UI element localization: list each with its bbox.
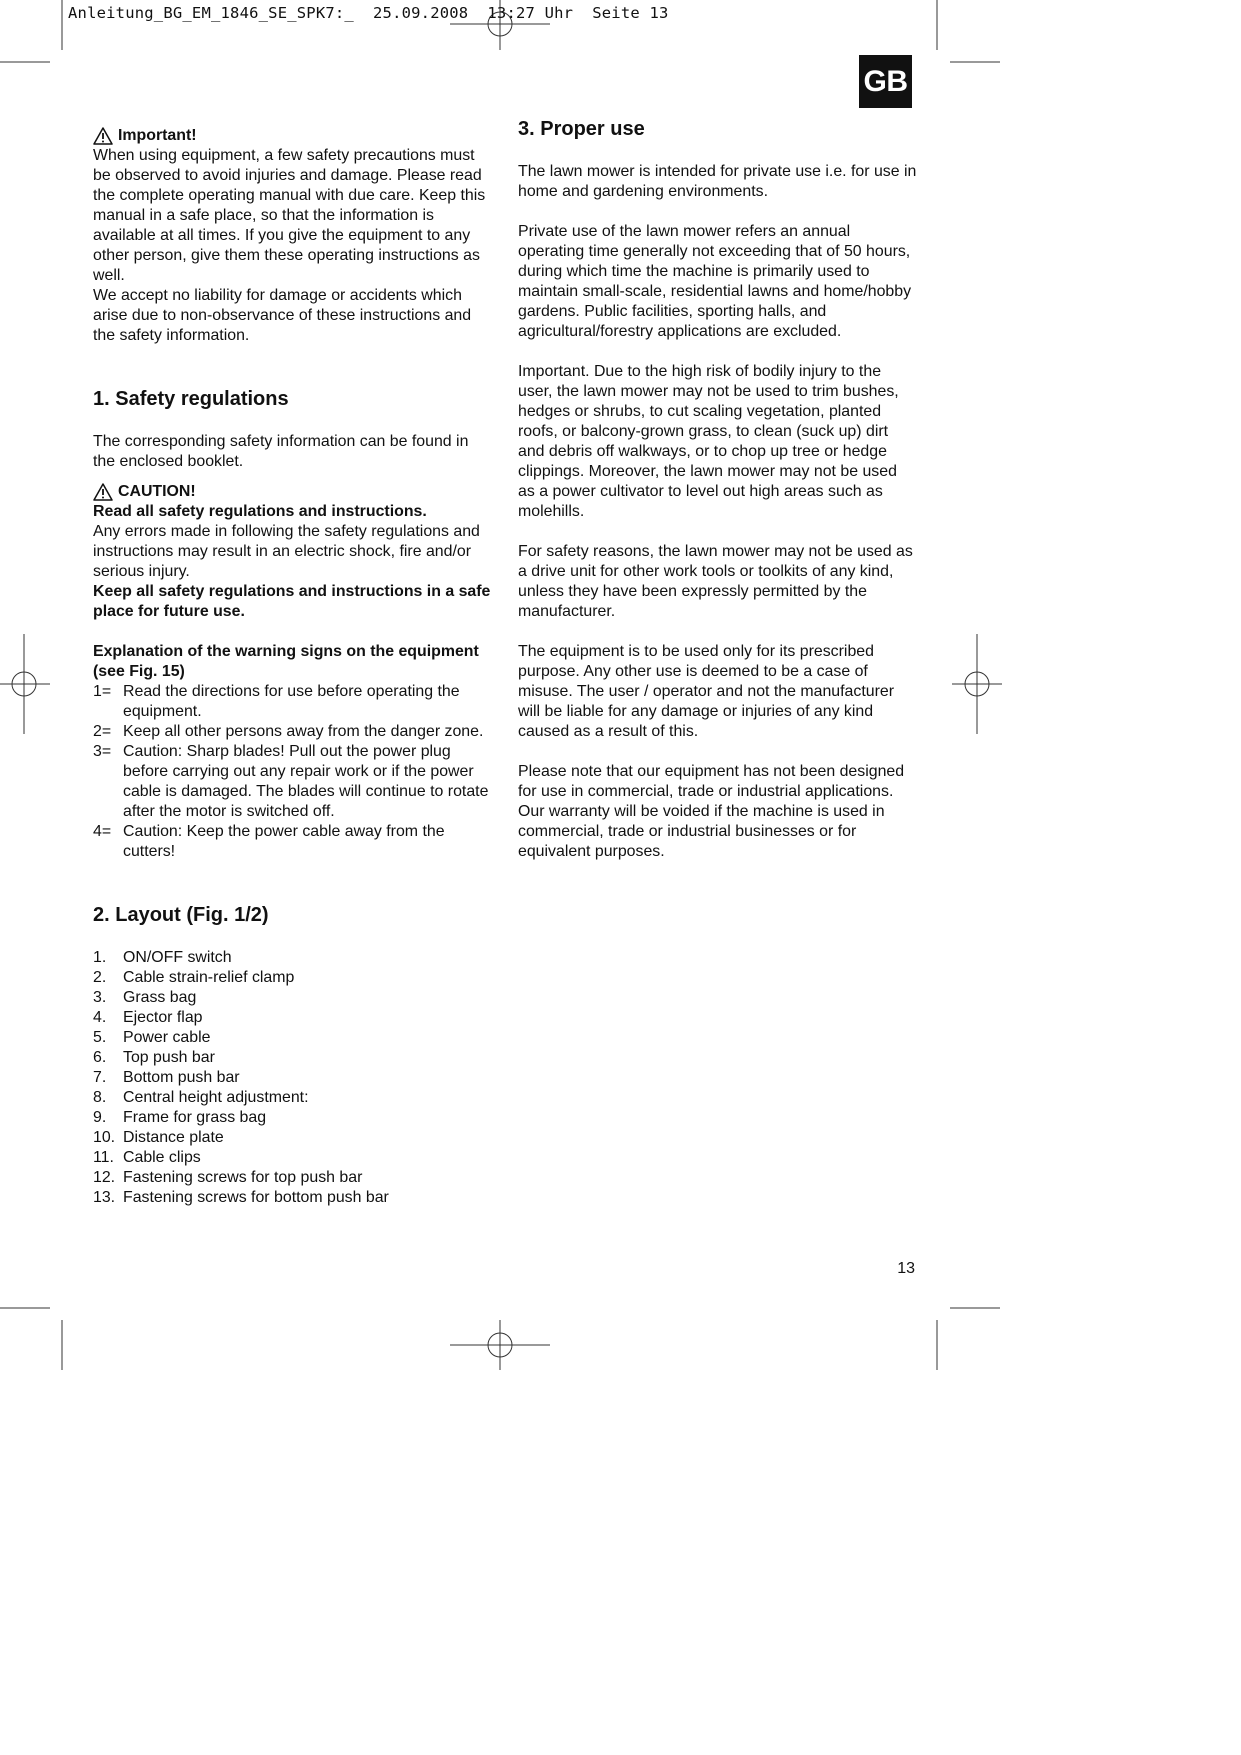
- page-number: 13: [897, 1260, 915, 1277]
- registration-mark-icon: [450, 1320, 550, 1370]
- proper-use-paragraph: Important. Due to the high risk of bodily injury to the user, the lawn mower may not be used to trim bushes, hedges or shrubs, to cut scaling vegetation, planted roofs, or balcony-grown grass, to clean (suck up) dirt and debris off walkways, or to chop up tree or hedge clippings. Moreover, the lawn mower may not be used as a power cultivator to level out high areas such as molehills.: [518, 363, 899, 520]
- list-item: 11. Cable clips: [93, 1149, 201, 1166]
- right-column: [518, 116, 918, 862]
- signs-heading: Explanation of the warning signs on the equipment (see Fig. 15): [93, 643, 479, 680]
- list-item: 1. ON/OFF switch: [93, 949, 232, 966]
- registration-mark-icon: [952, 634, 1002, 734]
- list-item: 2= Keep all other persons away from the danger zone.: [93, 723, 484, 740]
- list-item: 10. Distance plate: [93, 1129, 224, 1146]
- language-badge: GB: [859, 55, 912, 108]
- proper-use-paragraph: The lawn mower is intended for private use i.e. for use in home and gardening environments.: [518, 163, 917, 200]
- print-slug: Anleitung_BG_EM_1846_SE_SPK7:_ 25.09.2008 13:27 Uhr Seite 13: [68, 4, 669, 22]
- list-item: 4= Caution: Keep the power cable away from the cutters!: [93, 823, 445, 860]
- proper-use-heading: 3. Proper use: [518, 118, 645, 140]
- safety-intro: The corresponding safety information can be found in the enclosed booklet.: [93, 433, 469, 470]
- safety-heading: 1. Safety regulations: [93, 388, 289, 410]
- warning-signs-list: [93, 682, 493, 862]
- important-text: When using equipment, a few safety precautions must be observed to avoid injuries and damage. Please read the complete operating manual with due care. Keep this manual in a safe place, so that the information is available at all times. If you give the equipment to any other person, give them these operating instructions as well.: [93, 147, 486, 284]
- list-item: 5. Power cable: [93, 1029, 211, 1046]
- list-item: 9. Frame for grass bag: [93, 1109, 267, 1126]
- registration-mark-icon: [0, 634, 50, 734]
- list-item: 13. Fastening screws for bottom push bar: [93, 1189, 389, 1206]
- caution-heading-text: CAUTION!: [118, 483, 196, 500]
- errors-text: Any errors made in following the safety regulations and instructions may result in an electric shock, fire and/or serious injury.: [93, 523, 480, 580]
- left-column: [93, 126, 493, 1208]
- warning-triangle-icon: [93, 127, 113, 145]
- read-all-instruction: Read all safety regulations and instructions.: [93, 503, 427, 520]
- list-item: 8. Central height adjustment:: [93, 1089, 309, 1106]
- liability-text: We accept no liability for damage or accidents which arise due to non-observance of these instructions and the safety information.: [93, 287, 472, 344]
- proper-use-paragraph: The equipment is to be used only for its prescribed purpose. Any other use is deemed to be a case of misuse. The user / operator and not the manufacturer will be liable for any damage or injuries of any kind caused as a result of this.: [518, 643, 894, 740]
- caution-heading: [93, 482, 493, 502]
- list-item: 12. Fastening screws for top push bar: [93, 1169, 363, 1186]
- proper-use-paragraph: Private use of the lawn mower refers an annual operating time generally not exceeding that of 50 hours, during which time the machine is primarily used to maintain small-scale, residential lawns and home/hobby gardens. Public facilities, sporting halls, and agricultural/forestry applications are excluded.: [518, 223, 912, 340]
- list-item: 2. Cable strain-relief clamp: [93, 969, 295, 986]
- keep-all-instruction: Keep all safety regulations and instructions in a safe place for future use.: [93, 583, 491, 620]
- important-heading: [93, 126, 493, 146]
- layout-heading: 2. Layout (Fig. 1/2): [93, 904, 269, 926]
- list-item: 3= Caution: Sharp blades! Pull out the power plug before carrying out any repair work or if the power cable is damaged. The blades will continue to rotate after the motor is switched off.: [93, 743, 489, 820]
- list-item: 3. Grass bag: [93, 989, 197, 1006]
- list-item: 6. Top push bar: [93, 1049, 215, 1066]
- list-item: 1= Read the directions for use before operating the equipment.: [93, 683, 460, 720]
- proper-use-paragraph: For safety reasons, the lawn mower may not be used as a drive unit for other work tools or toolkits of any kind, unless they have been expressly permitted by the manufacturer.: [518, 543, 913, 620]
- important-heading-text: Important!: [118, 127, 197, 144]
- list-item: 4. Ejector flap: [93, 1009, 203, 1026]
- proper-use-paragraph: Please note that our equipment has not been designed for use in commercial, trade or industrial applications. Our warranty will be voided if the machine is used in commercial, trade or industrial businesses or for equivalent purposes.: [518, 763, 905, 860]
- layout-parts-list: [93, 948, 493, 1208]
- list-item: 7. Bottom push bar: [93, 1069, 240, 1086]
- warning-triangle-icon: [93, 483, 113, 501]
